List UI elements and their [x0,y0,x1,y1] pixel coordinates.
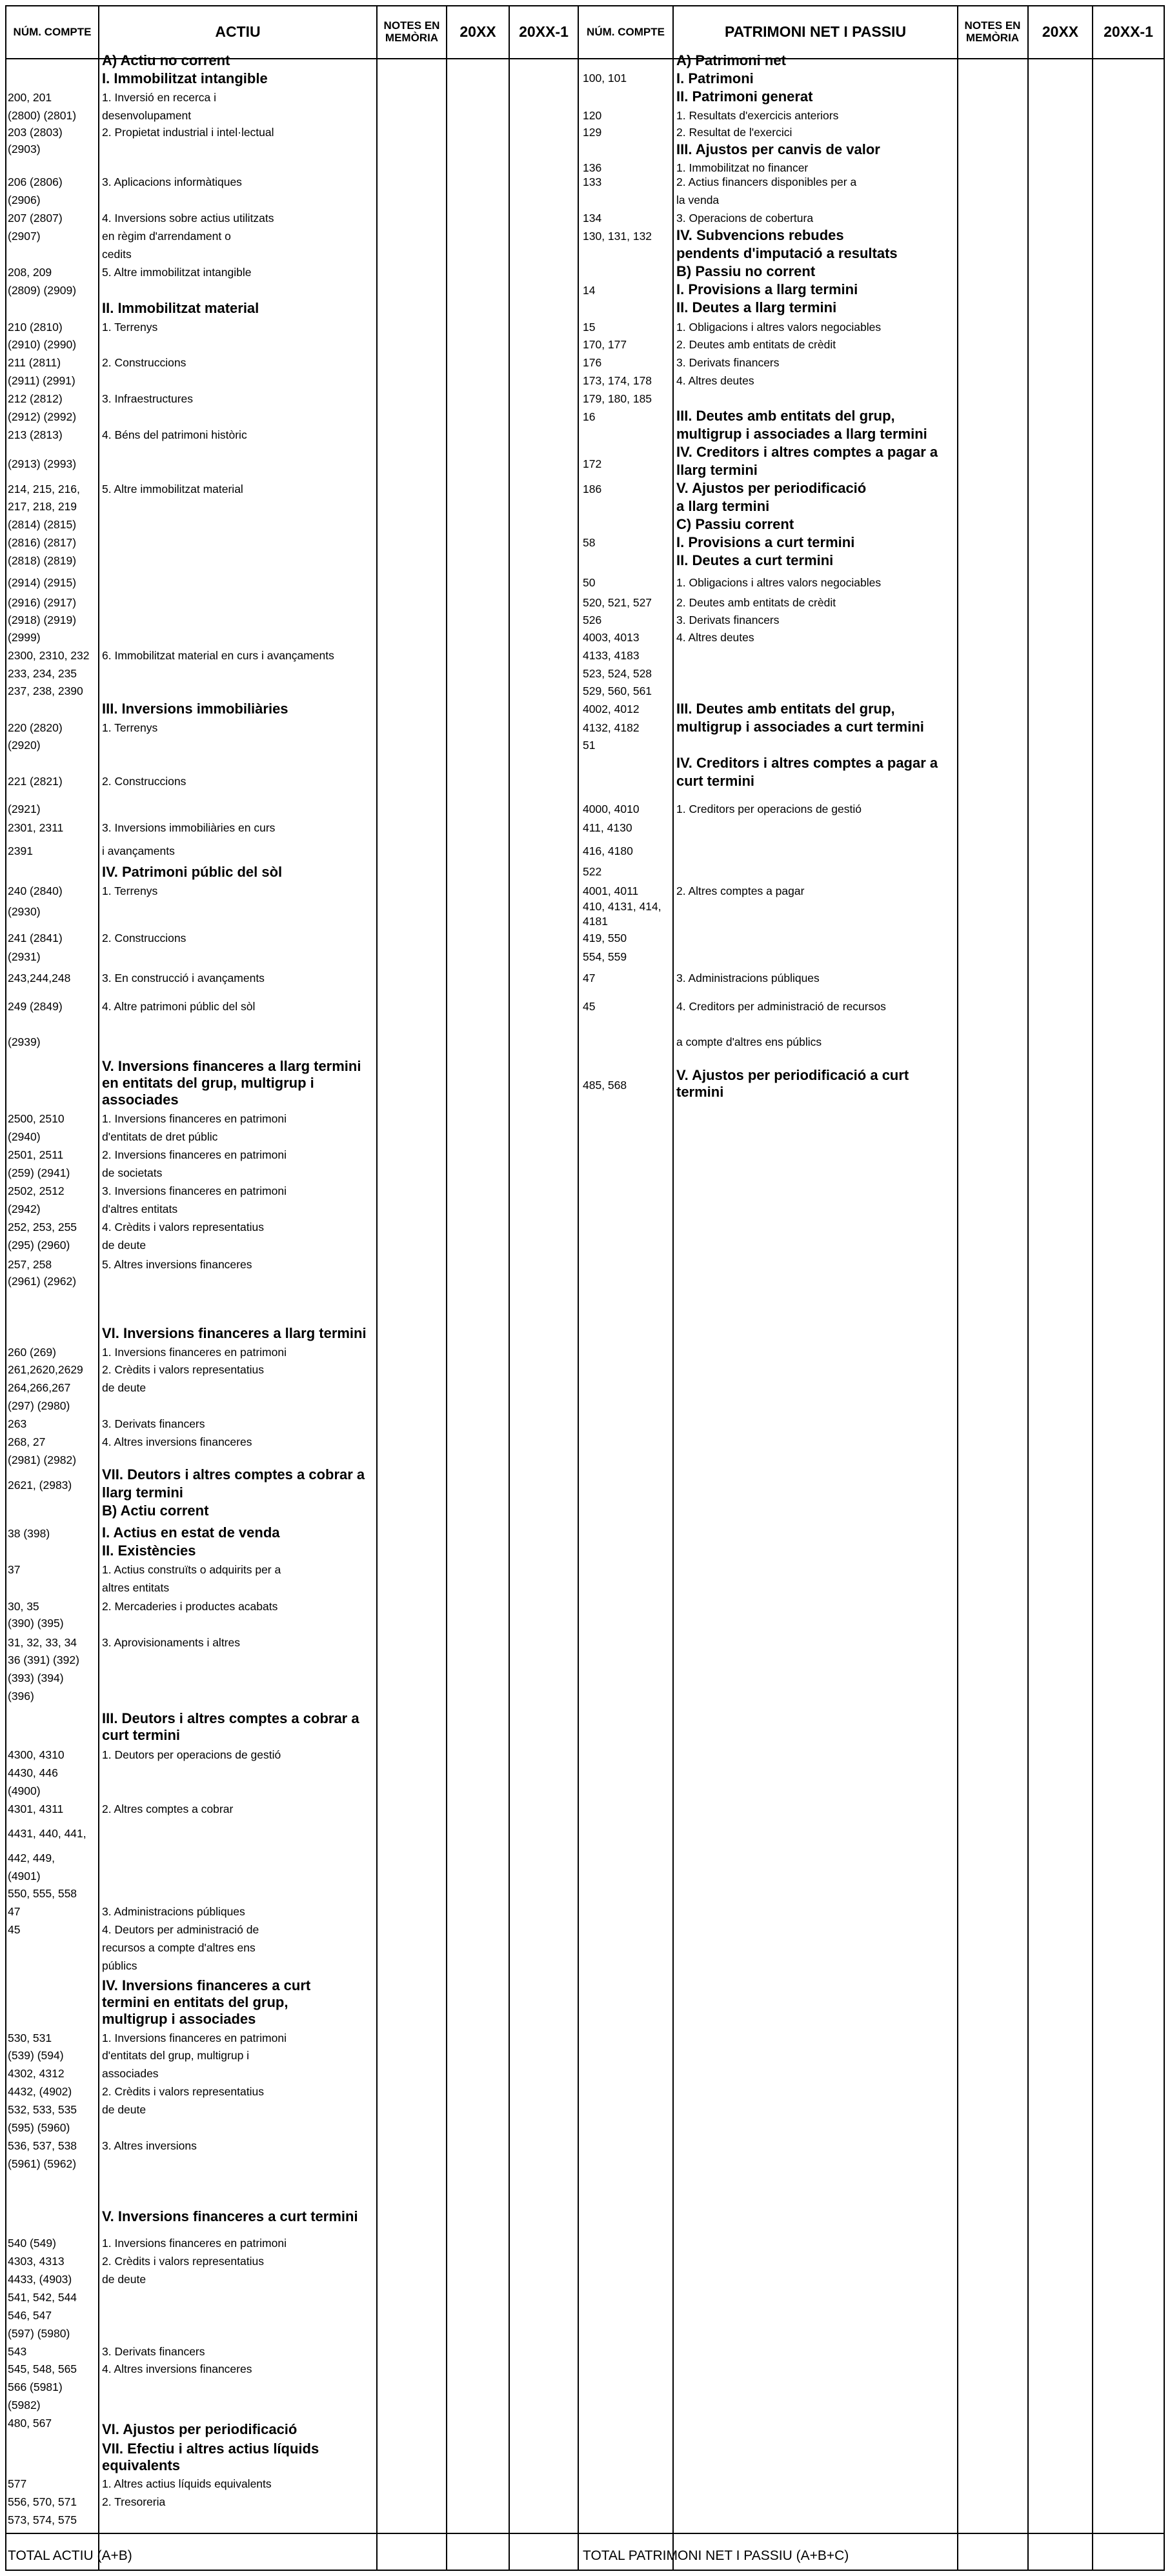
concept-line: d'entitats del grup, multigrup i [102,2049,250,2062]
concept-line: 5. Altre immobilitzat intangible [102,266,252,279]
concept-heading: IV. Creditors i altres comptes a pagar a [676,755,938,771]
header-year-current: 20XX [459,23,496,40]
concept-heading: llarg termini [102,1484,183,1501]
concept-line: 4. Altres deutes [676,631,754,644]
account-code: 4301, 4311 [8,1802,64,1815]
column-line [1164,5,1165,2571]
concept-line: 3. Derivats financers [102,2345,205,2358]
concept-line: 2. Actius financers disponibles per a [676,175,857,188]
account-code: 522 [583,865,602,878]
concept-line: 4. Inversions sobre actius utilitzats [102,212,274,225]
account-code: 411, 4130 [583,821,632,834]
concept-line: públics [102,1959,137,1972]
account-code: 4181 [583,915,608,928]
account-code: (297) (2980) [8,1399,70,1412]
concept-line: altres entitats [102,1581,170,1594]
concept-line: 1. Actius construïts o adquirits per a [102,1563,281,1576]
balance-sheet-table [5,5,1165,2571]
account-code: 176 [583,356,602,369]
concept-heading: II. Patrimoni generat [676,88,813,105]
concept-line: 1. Terrenys [102,321,158,334]
account-code: 237, 238, 2390 [8,684,83,697]
concept-line: de deute [102,1381,146,1394]
account-code: (390) (395) [8,1617,64,1630]
account-code: 419, 550 [583,932,627,944]
account-code: 16 [583,410,596,423]
account-code: 480, 567 [8,2417,52,2430]
concept-heading: VI. Inversions financeres a llarg termini [102,1325,367,1341]
concept-line: a compte d'altres ens públics [676,1035,822,1048]
account-code: 45 [8,1923,21,1936]
concept-heading: II. Deutes a curt termini [676,552,834,568]
concept-heading: IV. Patrimoni públic del sòl [102,864,283,880]
account-code: 130, 131, 132 [583,230,652,243]
account-code: 200, 201 [8,91,52,104]
account-code: (2914) (2915) [8,576,77,589]
concept-line: 1. Resultats d'exercicis anteriors [676,109,839,122]
concept-line: 2. Inversions financeres en patrimoni [102,1148,287,1161]
account-code: 38 (398) [8,1527,50,1540]
concept-line: 2. Tresoreria [102,2495,166,2508]
account-code: 257, 258 [8,1258,52,1271]
account-code: (2910) (2990) [8,338,77,351]
account-code: 577 [8,2477,27,2490]
account-code: 100, 101 [583,72,627,85]
account-code: (5982) [8,2399,41,2411]
column-line [509,5,510,2571]
concept-line: 3. Infraestructures [102,392,194,405]
concept-line: 3. Inversions immobiliàries en curs [102,821,276,834]
account-code: 543 [8,2345,27,2358]
account-code: 4132, 4182 [583,721,640,734]
account-code: 210 (2810) [8,321,63,334]
concept-line: 4. Altres inversions financeres [102,2362,252,2375]
account-code: 36 (391) (392) [8,1653,79,1666]
header-notes-memoria: NOTES EN MEMÒRIA [383,19,440,44]
account-code: 556, 570, 571 [8,2495,77,2508]
concept-line: 1. Creditors per operacions de gestió [676,803,862,815]
account-code: 268, 27 [8,1435,46,1448]
account-code: (2809) (2909) [8,284,77,297]
account-code: 546, 547 [8,2309,52,2322]
account-code: 4433, (4903) [8,2273,72,2286]
account-code: (2913) (2993) [8,457,77,470]
account-code: 530, 531 [8,2032,52,2044]
account-code: 50 [583,576,596,589]
concept-heading: a llarg termini [676,498,770,514]
account-code: 14 [583,284,596,297]
concept-line: 1. Inversions financeres en patrimoni [102,1112,287,1125]
concept-line: 5. Altres inversions financeres [102,1258,252,1271]
account-code: 249 (2849) [8,1000,63,1013]
account-code: 2301, 2311 [8,821,64,834]
concept-heading: VII. Deutors i altres comptes a cobrar a [102,1466,365,1483]
account-code: 206 (2806) [8,175,63,188]
concept-line: de deute [102,2273,146,2286]
concept-heading: I. Provisions a llarg termini [676,281,858,297]
account-code: 211 (2811) [8,356,61,369]
header-year-previous: 20XX-1 [519,23,569,40]
account-code: 523, 524, 528 [583,667,652,680]
account-code: (2816) (2817) [8,536,77,549]
account-code: (2981) (2982) [8,1453,77,1466]
concept-line: d'entitats de dret públic [102,1130,218,1143]
account-code: 526 [583,614,602,626]
account-code: 30, 35 [8,1600,39,1613]
account-code: 264,266,267 [8,1381,71,1394]
column-line [1092,5,1093,2571]
account-code: 233, 234, 235 [8,667,77,680]
concept-line: 2. Deutes amb entitats de crèdit [676,596,836,609]
concept-line: 1. Altres actius líquids equivalents [102,2477,272,2490]
concept-line: 2. Mercaderies i productes acabats [102,1600,278,1613]
account-code: (4901) [8,1870,41,1882]
concept-heading: C) Passiu corrent [676,516,794,532]
account-code: (2907) [8,230,41,243]
account-code: 203 (2803) [8,126,63,139]
concept-line: 4. Altres inversions financeres [102,1435,252,1448]
account-code: 442, 449, [8,1852,55,1864]
account-code: 136 [583,161,602,174]
account-code: (597) (5980) [8,2327,70,2340]
concept-line: cedits [102,248,132,261]
concept-line: i avançaments [102,844,175,857]
concept-line: en règim d'arrendament o [102,230,231,243]
account-code: 213 (2813) [8,428,63,441]
account-code: 2621, (2983) [8,1479,72,1492]
concept-heading: III. Inversions immobiliàries [102,701,288,717]
account-code: (2939) [8,1035,41,1048]
account-code: 252, 253, 255 [8,1221,77,1233]
account-code: 241 (2841) [8,932,63,944]
concept-line: 1. Inversions financeres en patrimoni [102,2237,287,2250]
account-code: 536, 537, 538 [8,2139,77,2152]
concept-heading: VII. Efectiu i altres actius líquids [102,2441,319,2457]
account-code: 2300, 2310, 232 [8,649,90,662]
account-code: 261,2620,2629 [8,1363,83,1376]
account-code: 4430, 446 [8,1766,58,1779]
concept-heading: I. Provisions a curt termini [676,534,855,550]
concept-line: 3. Aprovisionaments i altres [102,1636,240,1649]
concept-line: 4. Crèdits i valors representatius [102,1221,264,1233]
account-code: 4003, 4013 [583,631,640,644]
concept-heading: B) Passiu no corrent [676,263,816,279]
total-patrimoni-passiu: TOTAL PATRIMONI NET I PASSIU (A+B+C) [583,2548,849,2563]
concept-line: 2. Propietat industrial i intel·lectual [102,126,274,139]
account-code: 4002, 4012 [583,703,640,715]
account-code: 4432, (4902) [8,2085,72,2098]
account-code: (295) (2960) [8,1239,70,1252]
concept-line: 6. Immobilitzat material en curs i avançaments [102,649,334,662]
account-code: (2931) [8,950,41,963]
concept-line: 1. Immobilitzat no financer [676,161,809,174]
concept-line: 2. Crèdits i valors representatius [102,1363,264,1376]
concept-heading: A) Patrimoni net [676,52,786,68]
account-code: 220 (2820) [8,721,63,734]
account-code: 554, 559 [583,950,627,963]
concept-line: 1. Obligacions i altres valors negociables [676,321,882,334]
concept-line: 2. Construccions [102,932,187,944]
concept-heading: multigrup i associades a llarg termini [676,426,927,442]
concept-heading: multigrup i associades a curt termini [676,719,924,735]
account-code: 4303, 4313 [8,2255,65,2268]
header-patrimoni-passiu: PATRIMONI NET I PASSIU [724,23,907,40]
concept-line: 1. Terrenys [102,721,158,734]
concept-heading: V. Inversions financeres a llarg termini [102,1058,361,1074]
concept-line: de deute [102,1239,146,1252]
column-line [672,5,674,2571]
account-code: 179, 180, 185 [583,392,652,405]
account-code: 214, 215, 216, [8,483,80,495]
table-border-bottom [5,2570,1165,2571]
concept-line: de societats [102,1166,163,1179]
header-year-previous-passiu: 20XX-1 [1104,23,1153,40]
account-code: 208, 209 [8,266,52,279]
account-code: (5961) (5962) [8,2157,77,2170]
concept-heading: V. Ajustos per periodificació [676,480,867,496]
column-line [1027,5,1029,2571]
concept-heading: equivalents [102,2457,181,2473]
concept-heading: pendents d'imputació a resultats [676,245,898,261]
concept-line: 3. En construcció i avançaments [102,972,265,984]
concept-line: 1. Deutors per operacions de gestió [102,1748,281,1761]
account-code: 47 [583,972,596,984]
concept-line: 1. Inversions financeres en patrimoni [102,2032,287,2044]
concept-line: d'altres entitats [102,1203,178,1215]
account-code: 134 [583,212,602,225]
concept-line: 2. Crèdits i valors representatius [102,2085,264,2098]
concept-line: 1. Obligacions i altres valors negociables [676,576,882,589]
account-code: 260 (269) [8,1346,56,1359]
concept-line: 3. Administracions públiques [676,972,820,984]
account-code: 263 [8,1417,27,1430]
concept-heading: A) Actiu no corrent [102,52,230,68]
account-code: (2818) (2819) [8,554,77,567]
account-code: (2940) [8,1130,41,1143]
concept-heading: termini [676,1084,724,1100]
concept-line: 4. Deutors per administració de [102,1923,259,1936]
account-code: (2814) (2815) [8,518,77,531]
account-code: 485, 568 [583,1079,627,1092]
account-code: 170, 177 [583,338,627,351]
concept-heading: IV. Subvencions rebudes [676,227,844,243]
concept-line: 2. Resultat de l'exercici [676,126,792,139]
concept-heading: IV. Creditors i altres comptes a pagar a [676,444,938,460]
account-code: 532, 533, 535 [8,2103,77,2116]
account-code: (2916) (2917) [8,596,77,609]
account-code: 2501, 2511 [8,1148,64,1161]
account-code: 4001, 4011 [583,884,639,897]
concept-heading: V. Ajustos per periodificació a curt [676,1067,909,1083]
account-code: (2961) (2962) [8,1275,77,1288]
account-code: 2502, 2512 [8,1184,65,1197]
concept-heading: II. Deutes a llarg termini [676,299,837,315]
account-code: 47 [8,1905,21,1918]
account-code: 173, 174, 178 [583,374,652,387]
account-code: 133 [583,175,602,188]
header-actiu: ACTIU [215,23,261,40]
concept-heading: III. Deutes amb entitats del grup, [676,408,895,424]
account-code: 550, 555, 558 [8,1887,77,1900]
account-code: 529, 560, 561 [583,684,652,697]
account-code: (2920) [8,739,41,752]
account-code: 45 [583,1000,596,1013]
account-code: 15 [583,321,596,334]
concept-line: desenvolupament [102,109,192,122]
account-code: (595) (5960) [8,2121,70,2134]
concept-line: 2. Construccions [102,775,187,788]
account-code: (2942) [8,1203,41,1215]
concept-line: 3. Inversions financeres en patrimoni [102,1184,287,1197]
column-line [957,5,958,2571]
account-code: 58 [583,536,596,549]
concept-heading: III. Ajustos per canvis de valor [676,141,880,157]
account-code: 51 [583,739,596,752]
account-code: 545, 548, 565 [8,2362,77,2375]
concept-line: 2. Altres comptes a cobrar [102,1802,234,1815]
concept-line: 2. Crèdits i valors representatius [102,2255,264,2268]
concept-line: 4. Béns del patrimoni històric [102,428,247,441]
concept-line: 3. Derivats financers [676,614,780,626]
concept-heading: B) Actiu corrent [102,1503,209,1519]
concept-heading: IV. Inversions financeres a curt [102,1977,311,1993]
account-code: 566 (5981) [8,2381,63,2393]
account-code: (2999) [8,631,41,644]
concept-heading: I. Patrimoni [676,70,754,86]
account-code: (2918) (2919) [8,614,77,626]
account-code: (2906) [8,194,41,206]
account-code: 217, 218, 219 [8,500,77,513]
account-code: (2921) [8,803,41,815]
concept-line: 4. Altre patrimoni públic del sòl [102,1000,256,1013]
concept-line: 3. Derivats financers [102,1417,205,1430]
account-code: 207 (2807) [8,212,63,225]
account-code: (4900) [8,1784,41,1797]
account-code: 410, 4131, 414, [583,900,661,913]
account-code: 416, 4180 [583,844,633,857]
account-code: 120 [583,109,602,122]
account-code: (539) (594) [8,2049,64,2062]
account-code: 573, 574, 575 [8,2513,77,2526]
account-code: 221 (2821) [8,775,63,788]
account-code: 520, 521, 527 [583,596,652,609]
concept-line: 1. Terrenys [102,884,158,897]
concept-line: 5. Altre immobilitzat material [102,483,243,495]
concept-line: la venda [676,194,720,206]
concept-heading: curt termini [676,773,755,789]
concept-line: 3. Operacions de cobertura [676,212,814,225]
concept-heading: III. Deutes amb entitats del grup, [676,701,895,717]
account-code: 243,244,248 [8,972,71,984]
header-notes-memoria-passiu: NOTES EN MEMÒRIA [964,19,1021,44]
concept-heading: en entitats del grup, multigrup i [102,1075,314,1091]
account-code: (393) (394) [8,1672,64,1684]
header-num-compte: NÚM. COMPTE [13,25,92,38]
concept-heading: II. Existències [102,1543,196,1559]
concept-line: 2. Construccions [102,356,187,369]
concept-heading: termini en entitats del grup, [102,1994,288,2010]
concept-line: 3. Derivats financers [676,356,780,369]
account-code: 37 [8,1563,21,1576]
account-code: 212 (2812) [8,392,63,405]
concept-heading: curt termini [102,1727,181,1743]
account-code: 4000, 4010 [583,803,640,815]
total-divider [5,2533,1165,2534]
concept-heading: llarg termini [676,462,758,478]
account-code: 540 (549) [8,2237,56,2250]
header-year-current-passiu: 20XX [1042,23,1079,40]
concept-heading: III. Deutors i altres comptes a cobrar a [102,1710,359,1726]
account-code: (2800) (2801) [8,109,77,122]
account-code: (2903) [8,143,41,155]
concept-heading: I. Immobilitzat intangible [102,70,268,86]
account-code: 541, 542, 544 [8,2291,77,2304]
concept-heading: multigrup i associades [102,2011,256,2027]
account-code: (2911) (2991) [8,374,76,387]
concept-line: de deute [102,2103,146,2116]
account-code: 31, 32, 33, 34 [8,1636,77,1649]
header-num-compte-passiu: NÚM. COMPTE [587,25,665,38]
concept-line: 3. Administracions públiques [102,1905,245,1918]
column-line [98,5,99,2571]
concept-heading: associades [102,1092,179,1108]
account-code: 186 [583,483,602,495]
column-line [5,5,6,2571]
account-code: 129 [583,126,602,139]
concept-line: 2. Deutes amb entitats de crèdit [676,338,836,351]
concept-line: 4. Creditors per administració de recursos [676,1000,886,1013]
concept-line: 1. Inversions financeres en patrimoni [102,1346,287,1359]
concept-line: recursos a compte d'altres ens [102,1941,256,1954]
concept-line: 3. Altres inversions [102,2139,197,2152]
account-code: (259) (2941) [8,1166,70,1179]
account-code: 4431, 440, 441, [8,1827,86,1840]
concept-line: 3. Aplicacions informàtiques [102,175,242,188]
total-actiu: TOTAL ACTIU (A+B) [8,2548,132,2563]
account-code: 172 [583,457,602,470]
concept-heading: VI. Ajustos per periodificació [102,2421,298,2437]
account-code: 4300, 4310 [8,1748,65,1761]
column-line [376,5,378,2571]
account-code: (2912) (2992) [8,410,77,423]
column-line [578,5,579,2571]
concept-line: 1. Inversió en recerca i [102,91,217,104]
account-code: 240 (2840) [8,884,63,897]
column-line [446,5,447,2571]
account-code: 2500, 2510 [8,1112,65,1125]
account-code: (396) [8,1690,34,1702]
concept-heading: V. Inversions financeres a curt termini [102,2208,358,2224]
concept-heading: I. Actius en estat de venda [102,1524,280,1541]
concept-line: 2. Altres comptes a pagar [676,884,805,897]
account-code: 4302, 4312 [8,2067,65,2080]
concept-line: 4. Altres deutes [676,374,754,387]
concept-line: associades [102,2067,159,2080]
account-code: 4133, 4183 [583,649,640,662]
account-code: 2391 [8,844,33,857]
concept-heading: II. Immobilitzat material [102,300,259,316]
account-code: (2930) [8,905,41,918]
